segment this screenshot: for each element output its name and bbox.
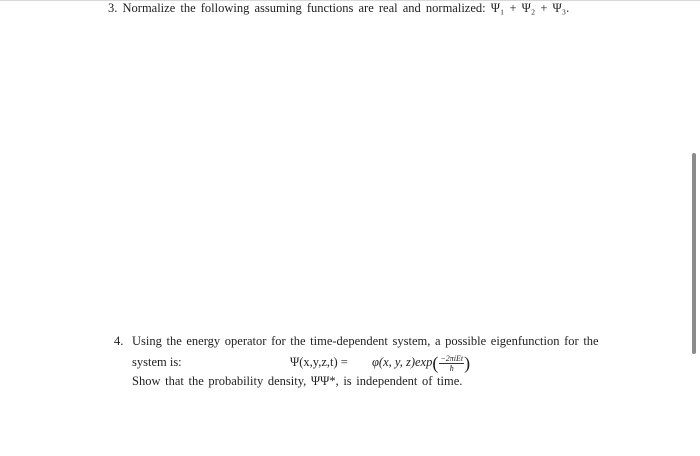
question-4-conclusion: Show that the probability density, ΨΨ*, is independent of time.: [132, 374, 463, 388]
question-3: 3. Normalize the following assuming functions are real and normalized: Ψ₁ + Ψ₂ + Ψ₃.: [108, 1, 570, 15]
open-paren: (: [432, 353, 439, 374]
question-4: [114, 332, 599, 390]
fraction-denominator: ħ: [449, 363, 454, 373]
question-4-equation-line: [114, 350, 599, 372]
equation-lhs: Ψ(x,y,z,t) =: [290, 355, 348, 369]
system-label: system is:: [132, 355, 182, 369]
exponent-fraction: [439, 354, 464, 373]
close-paren: ): [464, 353, 471, 374]
question-4-number: 4.: [114, 334, 124, 348]
equation-rhs: [372, 353, 470, 373]
scrollbar-thumb[interactable]: [692, 153, 696, 354]
fraction-numerator: −2πiEt: [440, 353, 464, 363]
equation-rhs-text: φ(x, y, z)exp: [372, 355, 433, 369]
question-4-intro-line: [114, 332, 599, 350]
vertical-scrollbar[interactable]: [690, 0, 700, 456]
question-4-intro: Using the energy operator for the time-dependent system, a possible eigenfunction for the: [132, 334, 599, 348]
